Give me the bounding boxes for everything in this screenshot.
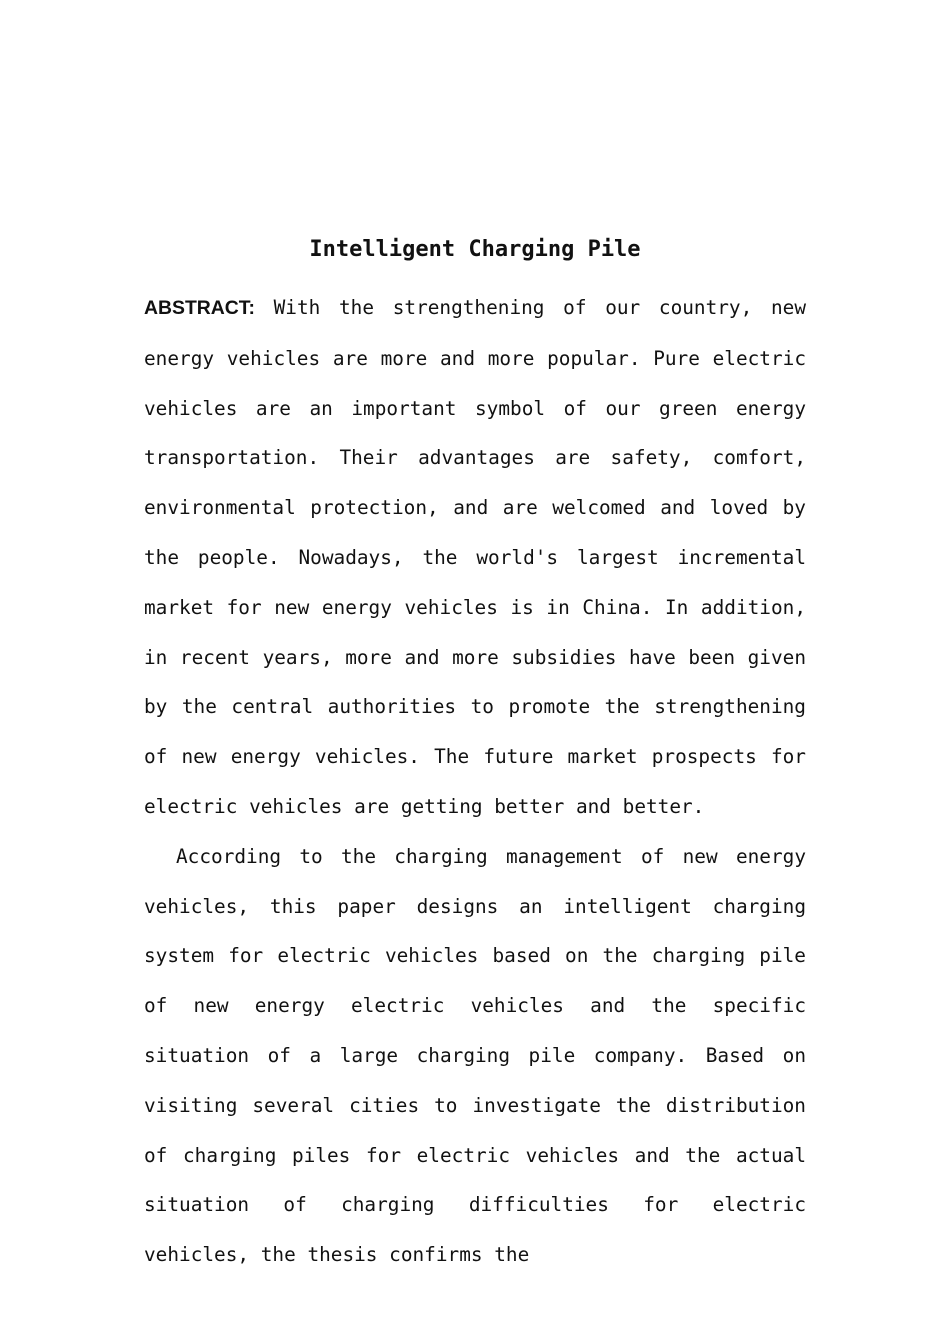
abstract-label: ABSTRACT: xyxy=(144,297,255,319)
abstract-paragraph-2: According to the charging management of new energy vehicles, this paper designs an intelligent charging system for electric vehicles based on the charging pile of new energy electric vehicles and the specific situation of a large charging pile company. Based on visiting several cities to investigate the distribution of charging piles for electric vehicles and the actual situation of charging difficulties for electric vehicles, the thesis confirms the xyxy=(144,844,806,1267)
abstract-body xyxy=(144,283,806,1280)
document-title: Intelligent Charging Pile xyxy=(309,237,641,262)
abstract-paragraph-1-text: With the strengthening of our country, new energy vehicles are more and more popular. Pure electric vehicles are an important symbol of our green energy transportation. Their advantages are safety, comfort, environmental protection, and are welcomed and loved by the people. Nowadays, the world's largest incremental market for new energy vehicles is in China. In addition, in recent years, more and more subsidies have been given by the central authorities to promote the strengthening of new energy vehicles. The future market prospects for electric vehicles are getting better and better. xyxy=(144,296,806,818)
abstract-paragraph-1 xyxy=(144,283,806,832)
